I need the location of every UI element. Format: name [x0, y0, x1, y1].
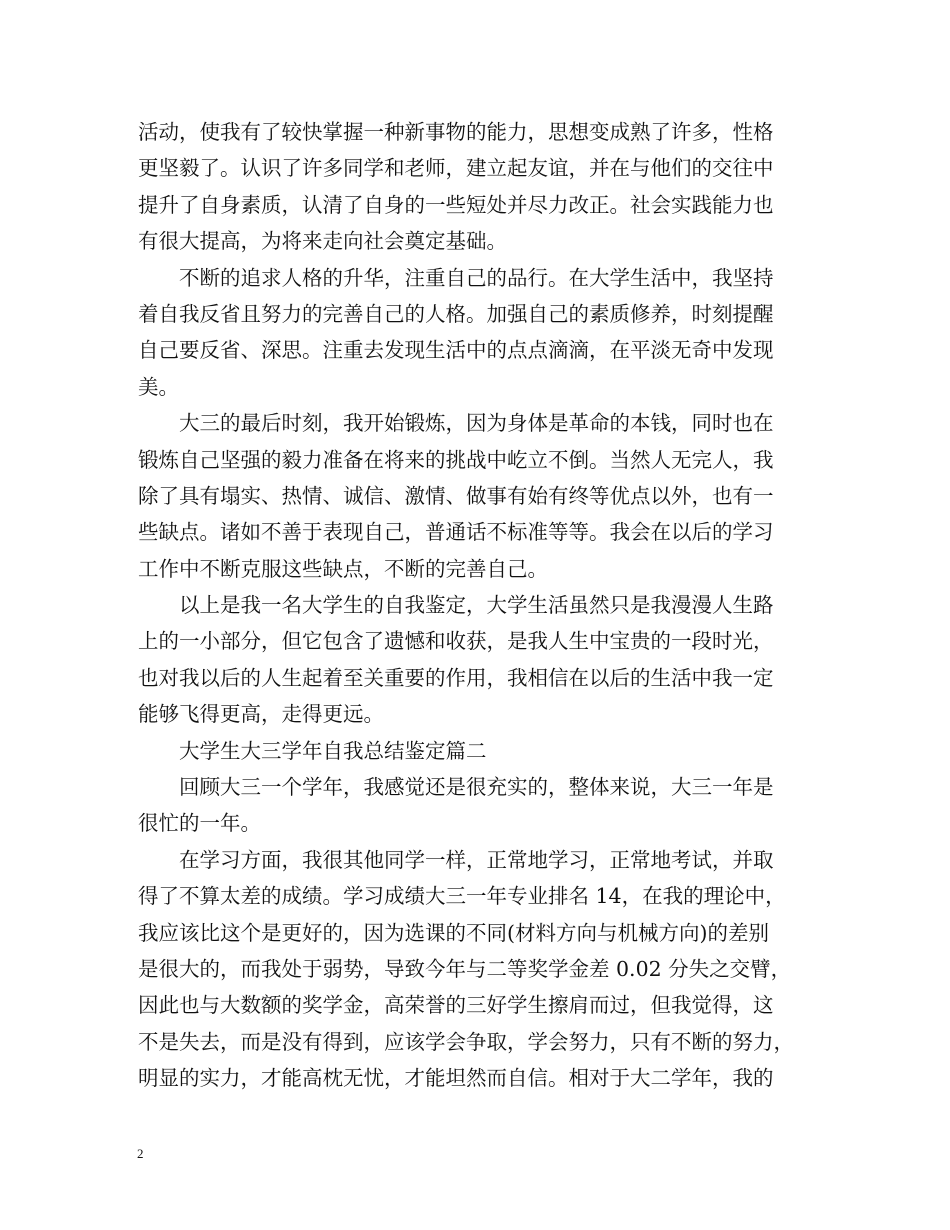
text-line: 很忙的一年。 — [138, 811, 261, 836]
text-line: 回顾大三一个学年，我感觉还是很充实的，整体来说，大三一年是 — [179, 775, 774, 800]
text-line: 明显的实力，才能高枕无忧，才能坦然而自信。相对于大二学年，我的 — [138, 1066, 774, 1091]
text-line: 能够飞得更高，走得更远。 — [138, 702, 384, 727]
text-line: 锻炼自己坚强的毅力准备在将来的挑战中屹立不倒。当然人无完人，我 — [138, 447, 774, 472]
text-line: 得了不算太差的成绩。学习成绩大三一年专业排名 14，在我的理论中， — [138, 884, 786, 909]
text-line: 美。 — [138, 374, 179, 399]
text-line: 也对我以后的人生起着至关重要的作用，我相信在以后的生活中我一定 — [138, 665, 774, 690]
text-line: 更坚毅了。认识了许多同学和老师，建立起友谊，并在与他们的交往中 — [138, 156, 774, 181]
text-line: 些缺点。诸如不善于表现自己，普通话不标准等等。我会在以后的学习 — [138, 520, 774, 545]
text-line: 不是失去，而是没有得到，应该学会争取，学会努力，只有不断的努力， — [138, 1029, 794, 1054]
text-line: 工作中不断克服这些缺点，不断的完善自己。 — [138, 556, 548, 581]
text-line: 自己要反省、深思。注重去发现生活中的点点滴滴，在平淡无奇中发现 — [138, 338, 774, 363]
text-line: 活动，使我有了较快掌握一种新事物的能力，思想变成熟了许多，性格 — [138, 120, 774, 144]
text-line: 着自我反省且努力的完善自己的人格。加强自己的素质修养，时刻提醒 — [138, 301, 774, 326]
text-line: 提升了自身素质，认清了自身的一些短处并尽力改正。社会实践能力也 — [138, 192, 774, 217]
text-line: 上的一小部分，但它包含了遗憾和收获，是我人生中宝贵的一段时光， — [138, 629, 774, 654]
text-line: 我应该比这个是更好的，因为选课的不同(材料方向与机械方向)的差别 — [138, 920, 769, 945]
text-line: 有很大提高，为将来走向社会奠定基础。 — [138, 229, 507, 254]
text-line: 不断的追求人格的升华，注重自己的品行。在大学生活中，我坚持 — [179, 265, 774, 290]
text-line: 因此也与大数额的奖学金，高荣誉的三好学生擦肩而过，但我觉得，这 — [138, 993, 774, 1018]
page-number: 2 — [137, 1146, 144, 1161]
text-line: 在学习方面，我很其他同学一样，正常地学习，正常地考试，并取 — [179, 847, 774, 872]
text-line: 以上是我一名大学生的自我鉴定，大学生活虽然只是我漫漫人生路 — [179, 593, 774, 618]
text-line: 是很大的，而我处于弱势，导致今年与二等奖学金差 0.02 分失之交臂， — [138, 956, 792, 981]
document-body — [138, 114, 814, 1097]
text-line: 大三的最后时刻，我开始锻炼，因为身体是革命的本钱，同时也在 — [179, 411, 774, 436]
text-line: 大学生大三学年自我总结鉴定篇二 — [179, 738, 487, 763]
text-line: 除了具有塌实、热情、诚信、激情、做事有始有终等优点以外，也有一 — [138, 483, 774, 508]
